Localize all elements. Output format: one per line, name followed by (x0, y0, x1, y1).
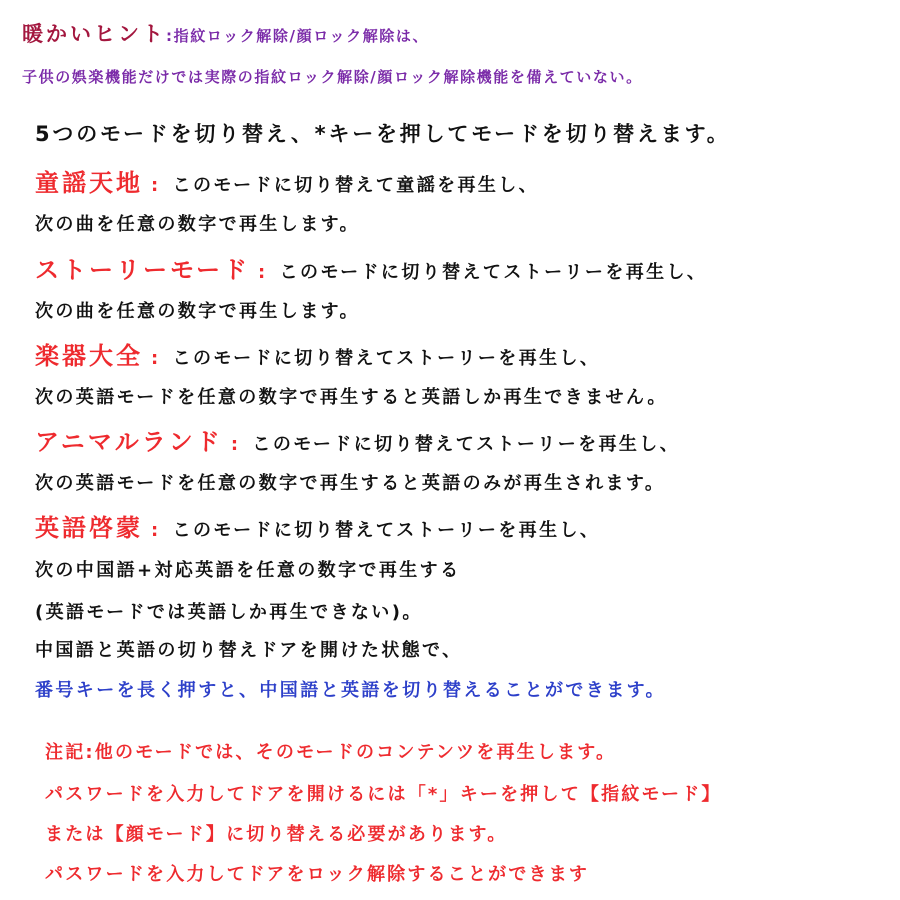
mode-name: アニマルランド (35, 428, 223, 456)
mode-description: このモードに切り替えて童謡を再生し、 (172, 175, 540, 196)
mode-separator: : (151, 520, 161, 541)
mode-description: このモードに切り替えてストーリーを再生し、 (172, 348, 601, 369)
warm-hint-line-1 (22, 18, 429, 48)
mode-detail-line: 次の英語モードを任意の数字で再生すると英語しか再生できません。 (35, 387, 668, 408)
mode-english-enlightenment (35, 508, 600, 543)
warm-hint-text-2: 子供の娯楽機能だけでは実際の指紋ロック解除/顔ロック解除機能を備えていない。 (22, 68, 643, 86)
mode-description: このモードに切り替えてストーリーを再生し、 (252, 434, 681, 455)
warm-hint-separator: : (166, 27, 174, 45)
mode-detail-line-highlight: 番号キーを長く押すと、中国語と英語を切り替えることができます。 (35, 680, 666, 701)
mode-separator: : (151, 348, 161, 369)
warm-hint-title: 暖かいヒント (22, 22, 166, 46)
note-line: パスワードを入力してドアを開けるには「*」キーを押して【指紋モード】 (45, 784, 722, 805)
mode-name: 英語啓蒙 (35, 514, 143, 542)
mode-separator: : (258, 262, 268, 283)
mode-detail-line: (英語モードでは英語しか再生できない)。 (35, 602, 423, 623)
note-line: パスワードを入力してドアをロック解除することができます (45, 864, 590, 885)
mode-name: ストーリーモード (35, 256, 251, 284)
mode-detail-line: 次の英語モードを任意の数字で再生すると英語のみが再生されます。 (35, 473, 666, 494)
mode-description: このモードに切り替えてストーリーを再生し、 (279, 262, 708, 283)
mode-separator: : (151, 175, 161, 196)
mode-detail-line: 次の曲を任意の数字で再生します。 (35, 301, 360, 322)
mode-name: 楽器大全 (35, 342, 143, 370)
warm-hint-text-1: 指紋ロック解除/顔ロック解除は、 (173, 27, 430, 45)
mode-story (35, 250, 707, 285)
mode-description: このモードに切り替えてストーリーを再生し、 (172, 520, 601, 541)
mode-animal-land (35, 422, 680, 457)
intro-text: 5つのモードを切り替え、*キーを押してモードを切り替えます。 (35, 122, 731, 146)
mode-instruments (35, 336, 600, 371)
mode-detail-line: 次の中国語+対応英語を任意の数字で再生する (35, 560, 461, 581)
note-line: 注記:他のモードでは、そのモードのコンテンツを再生します。 (45, 742, 617, 763)
note-line: または【顔モード】に切り替える必要があります。 (45, 824, 508, 845)
mode-nursery-rhymes (35, 163, 539, 198)
mode-name: 童謡天地 (35, 169, 143, 197)
mode-detail-line: 次の曲を任意の数字で再生します。 (35, 214, 360, 235)
mode-detail-line: 中国語と英語の切り替えドアを開けた状態で、 (35, 640, 463, 661)
mode-separator: : (230, 434, 241, 455)
